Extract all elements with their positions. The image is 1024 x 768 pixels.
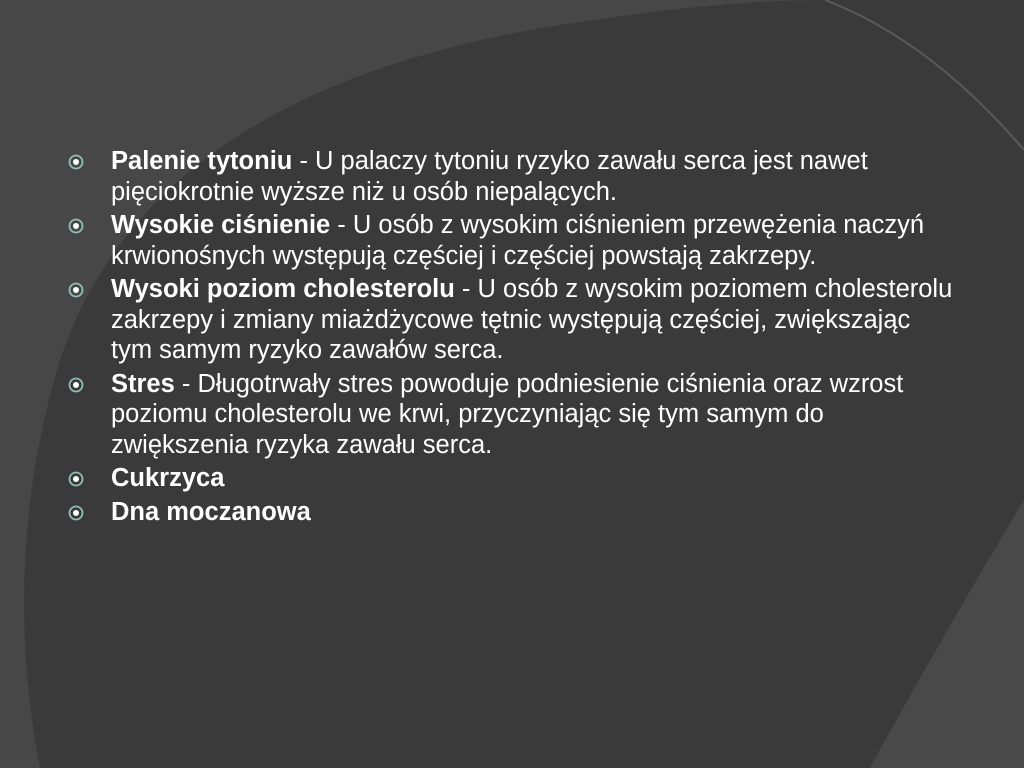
item-text: U osób z wysokim poziomem cholesterolu zakrzepy i zmiany miażdżycowe tętnic występują częściej, zwiększając tym samym ryzyko zawałów serca. bbox=[111, 275, 953, 364]
slide-content bbox=[68, 146, 958, 530]
item-text: Długotrwały stres powoduje podniesienie ciśnienia oraz wzrost poziomu cholesterolu we krwi, przyczyniając się tym samym do zwiększenia ryzyka zawału serca. bbox=[111, 369, 904, 459]
item-term: Wysoki poziom cholesterolu bbox=[111, 275, 455, 303]
item-text: U palaczy tytoniu ryzyko zawału serca jest nawet pięciokrotnie wyższe niż u osób niepalących. bbox=[111, 147, 868, 206]
risk-factor-list bbox=[68, 146, 958, 527]
circled-dot-icon bbox=[68, 218, 84, 234]
item-term: Dna moczanowa bbox=[111, 497, 311, 526]
list-item bbox=[68, 463, 958, 494]
item-term: Palenie tytoniu bbox=[111, 147, 293, 175]
item-term: Cukrzyca bbox=[111, 464, 225, 492]
list-item bbox=[68, 210, 958, 271]
circled-dot-icon bbox=[68, 377, 84, 393]
list-item bbox=[68, 369, 958, 461]
item-text: U osób z wysokim ciśnieniem przewężenia naczyń krwionośnych występują częściej i częściej powstają zakrzepy. bbox=[111, 211, 925, 270]
circled-dot-icon bbox=[68, 282, 84, 298]
list-item bbox=[68, 146, 958, 207]
item-separator: - bbox=[292, 147, 316, 175]
item-separator: - bbox=[174, 369, 198, 398]
item-term: Stres bbox=[111, 369, 175, 398]
circled-dot-icon bbox=[68, 154, 84, 170]
item-separator: - bbox=[454, 275, 478, 303]
circled-dot-icon bbox=[68, 505, 84, 521]
list-item bbox=[68, 274, 958, 366]
item-term: Wysokie ciśnienie bbox=[111, 211, 331, 239]
item-separator: - bbox=[330, 211, 353, 239]
list-item bbox=[68, 497, 958, 528]
circled-dot-icon bbox=[68, 471, 84, 487]
